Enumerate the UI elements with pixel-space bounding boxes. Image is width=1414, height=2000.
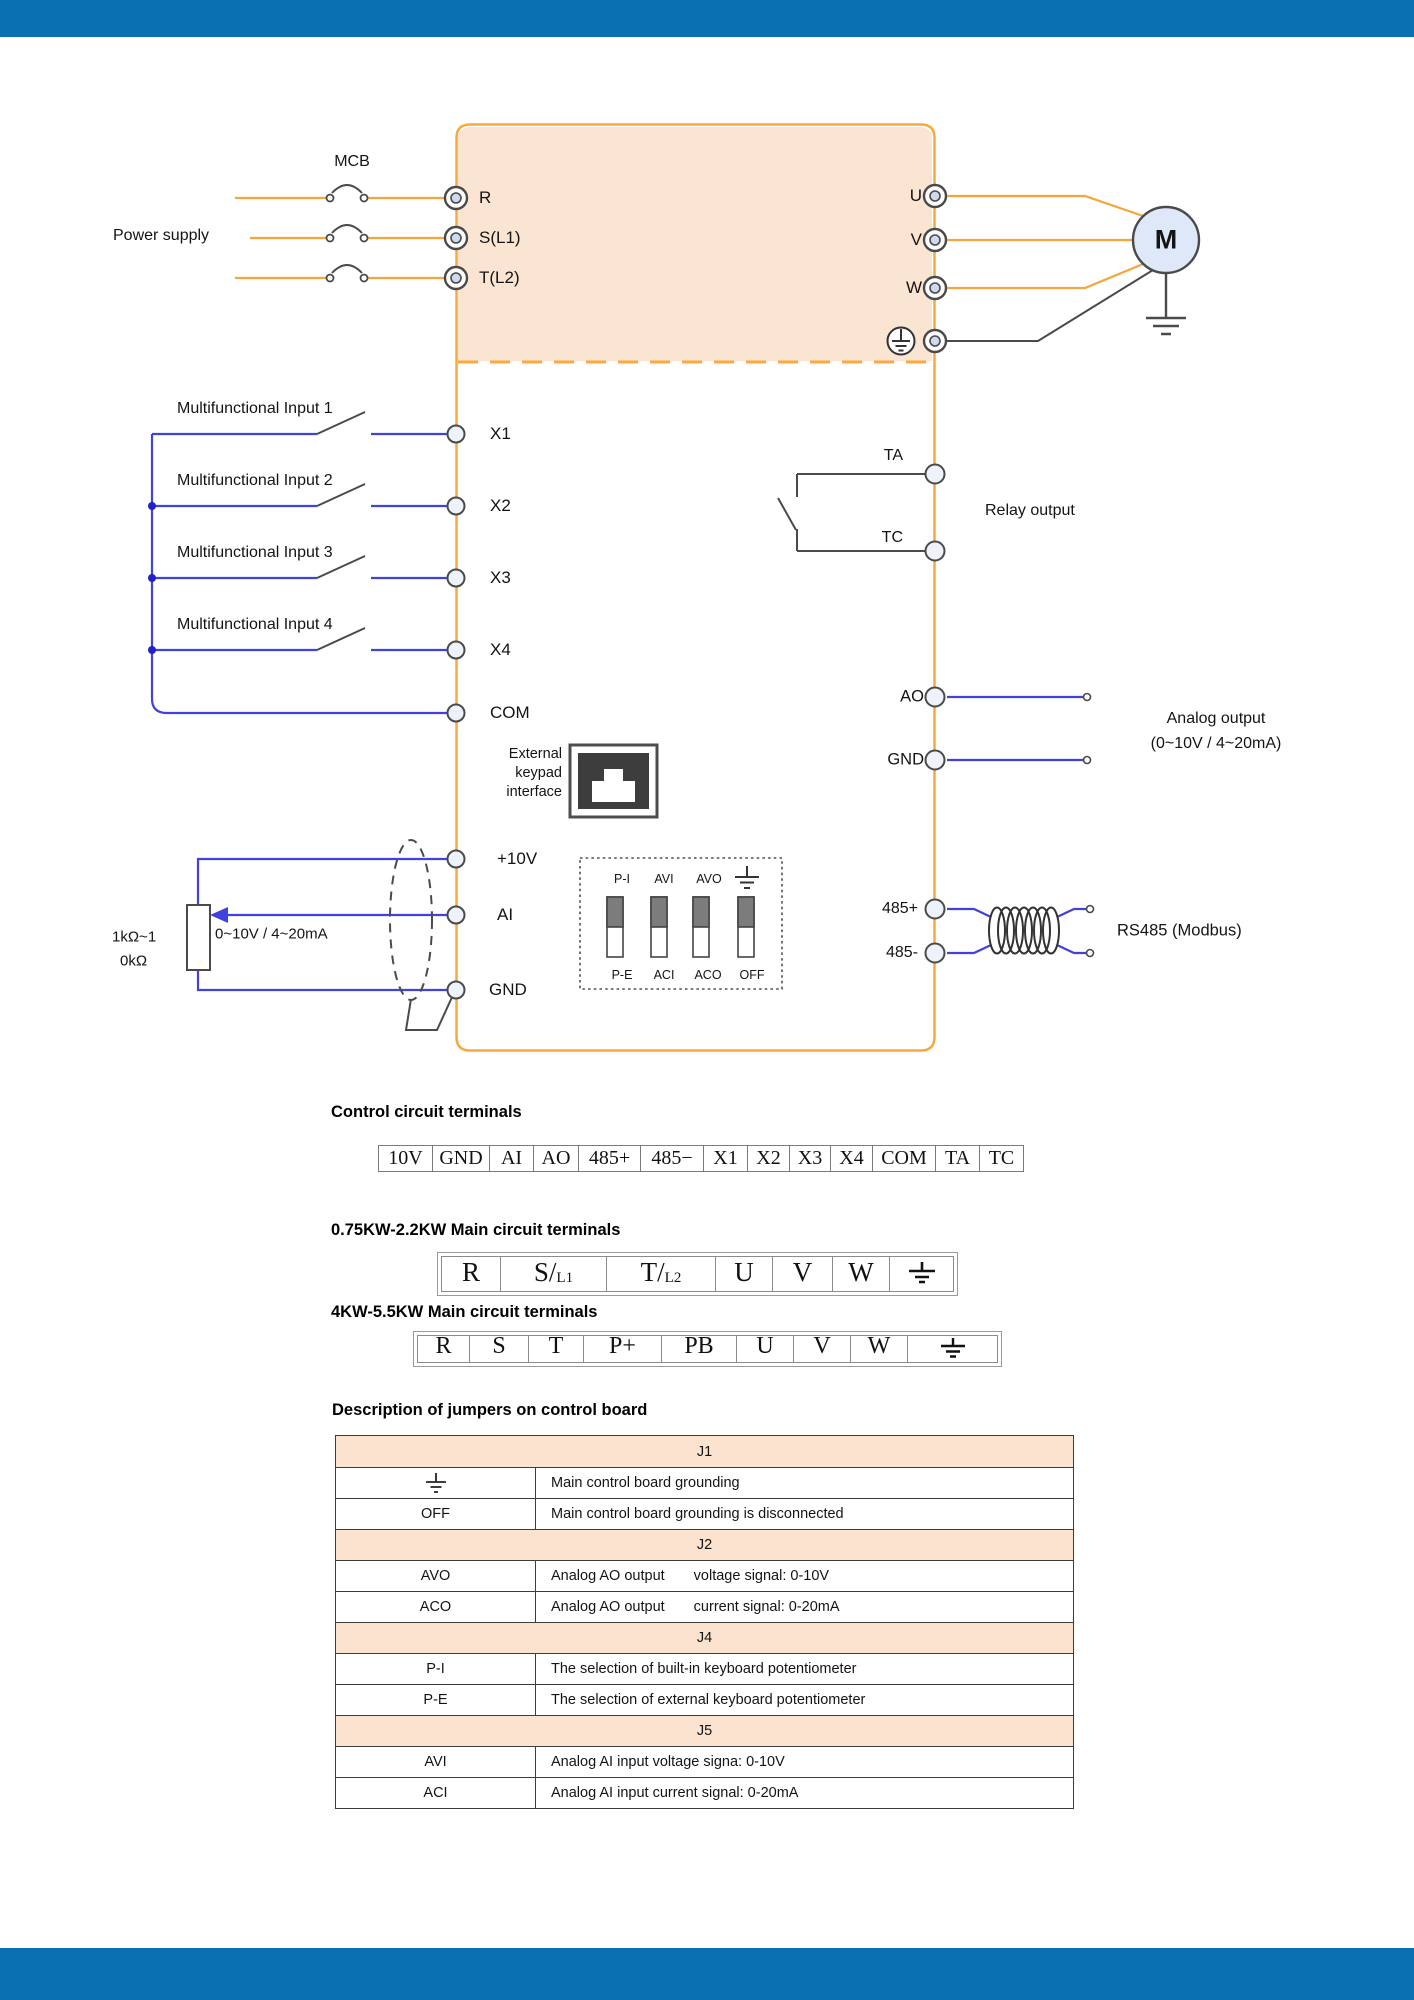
input-label-3: Multifunctional Input 3: [177, 544, 333, 561]
jumpers-heading: Description of jumpers on control board: [332, 1401, 648, 1419]
terminal-label-485n: 485-: [885, 944, 918, 961]
terminal-label-x3: X3: [490, 568, 511, 587]
keypad-line-3: interface: [506, 784, 562, 800]
input-label-1: Multifunctional Input 1: [177, 400, 333, 417]
dip-label-avo: AVO: [696, 872, 722, 886]
main-circuit-area: [458, 127, 932, 361]
potentiometer-icon: [187, 905, 210, 970]
cable-shield-ellipse-icon: [390, 840, 432, 1000]
strip-cell: 10V: [378, 1145, 433, 1172]
terminal-label-x4: X4: [490, 640, 511, 659]
ground-icon: [890, 1256, 954, 1292]
terminal-label-ai: AI: [497, 905, 514, 924]
digital-input-wiring: [148, 412, 447, 713]
table-row: ACI Analog AI input current signal: 0-20mA: [336, 1777, 1073, 1808]
main2-terminal-strip: [413, 1331, 1002, 1367]
motor-letter: M: [1154, 224, 1178, 255]
table-header-row: J4: [336, 1622, 1073, 1653]
ai-range-label: 0~10V / 4~20mA: [215, 925, 328, 943]
dip-label-aco: ACO: [694, 968, 722, 982]
strip-cell: U: [737, 1335, 794, 1363]
relay-wiring: [778, 474, 926, 551]
analog-output-label: [1120, 706, 1312, 756]
pot-value-line1: 1kΩ~1: [112, 928, 157, 946]
pot-value-line2: 0kΩ: [120, 952, 148, 970]
control-terminals-heading: Control circuit terminals: [331, 1103, 522, 1121]
relay-output-label: Relay output: [985, 502, 1075, 519]
terminal-label-v: V: [910, 230, 922, 249]
analog-output-line1: Analog output: [1166, 710, 1266, 727]
strip-cell: S/ L1: [501, 1256, 607, 1292]
rs485-wiring: [947, 906, 1094, 957]
strip-cell: TA: [936, 1145, 980, 1172]
strip-cell: COM: [873, 1145, 936, 1172]
table-row: AVO Analog AO output voltage signal: 0-10V: [336, 1560, 1073, 1591]
dip-ground-icon: [735, 866, 759, 888]
dip-label-pe: P-E: [611, 968, 633, 982]
keypad-port-icon: [570, 745, 657, 817]
strip-cell: T/ L2: [607, 1256, 716, 1292]
table-header-row: J5: [336, 1715, 1073, 1746]
strip-cell: W: [851, 1335, 908, 1363]
strip-cell: R: [441, 1256, 501, 1292]
terminal-label-ao: AO: [900, 687, 924, 706]
terminal-label-u: U: [909, 186, 922, 205]
table-row: P-I The selection of built-in keyboard potentiometer: [336, 1653, 1073, 1684]
dip-label-off: OFF: [739, 968, 765, 982]
jumper-description-table: [335, 1435, 1074, 1809]
terminal-label-w: W: [905, 278, 922, 297]
terminal-label-t: T(L2): [479, 268, 520, 287]
terminal-label-10v: +10V: [497, 849, 538, 868]
strip-cell: W: [833, 1256, 890, 1292]
pe-ground-icon: [888, 328, 915, 355]
terminal-label-gnd: GND: [489, 980, 527, 999]
terminal-label-x1: X1: [490, 424, 511, 443]
strip-cell: R: [417, 1335, 470, 1363]
strip-cell: U: [716, 1256, 773, 1292]
keypad-label: [506, 745, 562, 802]
strip-cell: 485−: [641, 1145, 704, 1172]
power-input-wires: [235, 185, 444, 282]
strip-cell: AI: [490, 1145, 534, 1172]
terminal-label-tc: TC: [881, 529, 903, 546]
dip-label-avi: AVI: [654, 872, 674, 886]
terminal-label-r: R: [479, 188, 492, 207]
strip-cell: S: [470, 1335, 529, 1363]
strip-cell: 485+: [579, 1145, 641, 1172]
terminal-label-485p: 485+: [881, 900, 918, 917]
dip-switches: [607, 897, 754, 957]
power-supply-label: Power supply: [113, 227, 210, 244]
table-row: AVI Analog AI input voltage signa: 0-10V: [336, 1746, 1073, 1777]
input-label-2: Multifunctional Input 2: [177, 472, 333, 489]
keypad-line-2: keypad: [515, 765, 562, 781]
table-row: P-E The selection of external keyboard potentiometer: [336, 1684, 1073, 1715]
strip-cell: V: [794, 1335, 851, 1363]
strip-cell: X1: [704, 1145, 748, 1172]
table-row: OFF Main control board grounding is disconnected: [336, 1498, 1073, 1529]
analog-output-wiring: [947, 694, 1091, 764]
table-row: Main control board grounding: [336, 1467, 1073, 1498]
terminal-label-com: COM: [490, 703, 530, 722]
strip-cell: T: [529, 1335, 584, 1363]
terminal-label-ta: TA: [883, 447, 903, 464]
main2-heading: 4KW-5.5KW Main circuit terminals: [331, 1303, 598, 1321]
mcb-breaker-icon: [327, 185, 368, 282]
dip-label-aci: ACI: [653, 968, 675, 982]
strip-cell: TC: [980, 1145, 1024, 1172]
keypad-line-1: External: [508, 746, 562, 762]
dip-label-pi: P-I: [614, 872, 630, 886]
main1-terminal-strip: [437, 1252, 958, 1296]
strip-cell: GND: [433, 1145, 490, 1172]
input-label-4: Multifunctional Input 4: [177, 616, 333, 633]
terminal-label-x2: X2: [490, 496, 511, 515]
strip-cell: P+: [584, 1335, 662, 1363]
strip-cell: X4: [831, 1145, 873, 1172]
ground-icon: [908, 1335, 998, 1363]
table-header-row: J1: [336, 1436, 1073, 1467]
strip-cell: X3: [790, 1145, 831, 1172]
table-row: ACO Analog AO output current signal: 0-20mA: [336, 1591, 1073, 1622]
strip-cell: AO: [534, 1145, 579, 1172]
strip-cell: PB: [662, 1335, 737, 1363]
terminal-label-gnd-right: GND: [887, 750, 924, 769]
main1-heading: 0.75KW-2.2KW Main circuit terminals: [331, 1221, 621, 1239]
control-terminal-strip: [378, 1145, 1024, 1172]
twisted-pair-icon: [989, 908, 1059, 954]
strip-cell: V: [773, 1256, 833, 1292]
analog-output-line2: (0~10V / 4~20mA): [1150, 735, 1282, 752]
motor-wiring: [947, 196, 1199, 341]
mcb-label: MCB: [334, 153, 370, 170]
motor-ground-icon: [1146, 273, 1186, 334]
ground-icon: [336, 1468, 536, 1498]
arrow-icon: [210, 907, 228, 923]
table-header-row: J2: [336, 1529, 1073, 1560]
strip-cell: X2: [748, 1145, 790, 1172]
rs485-label: RS485 (Modbus): [1117, 921, 1242, 940]
terminal-label-s: S(L1): [479, 228, 521, 247]
